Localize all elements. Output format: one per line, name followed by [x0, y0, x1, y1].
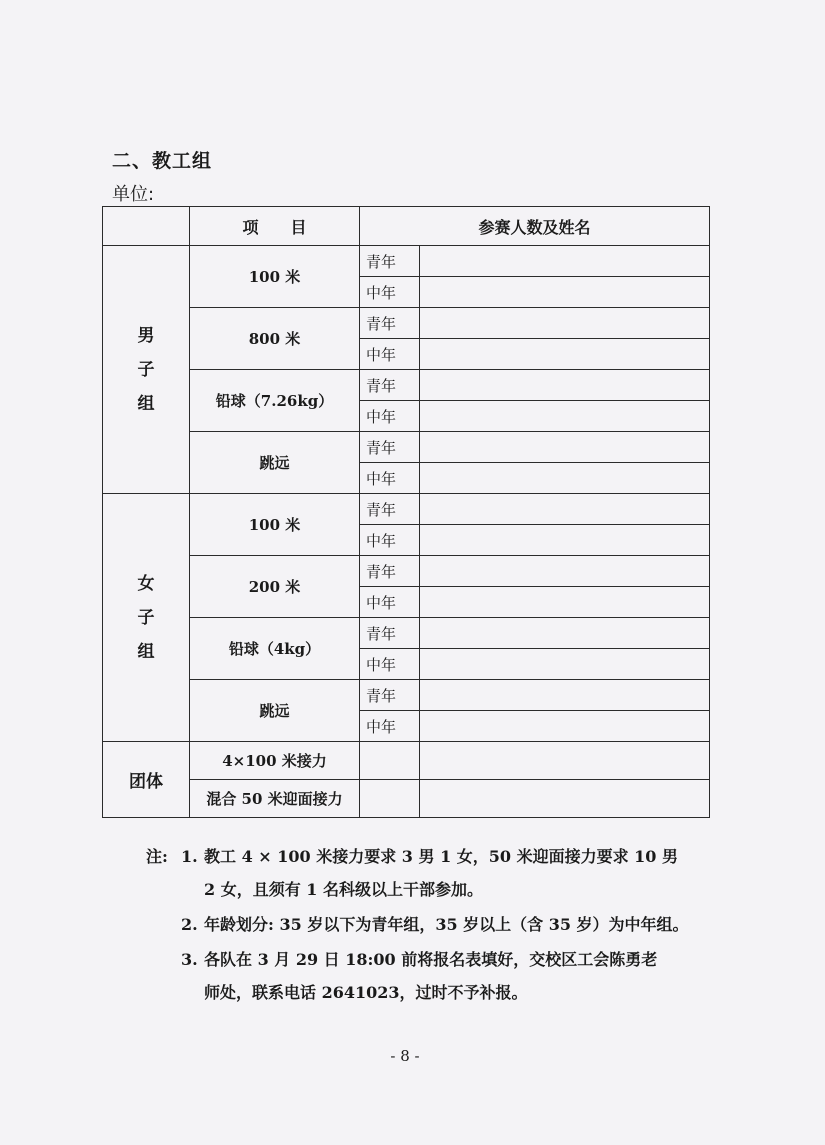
- age-youth: 青年: [360, 556, 420, 587]
- participant-cell[interactable]: [360, 780, 420, 818]
- event-name: 跳远: [190, 680, 360, 742]
- age-middle: 中年: [360, 277, 420, 308]
- table-row: [103, 308, 710, 339]
- header-item: 项 目: [190, 207, 360, 246]
- age-middle: 中年: [360, 587, 420, 618]
- event-name: 混合 50 米迎面接力: [190, 780, 360, 818]
- participant-cell[interactable]: [420, 680, 710, 711]
- team-group-label: 团体: [103, 742, 190, 818]
- notes-lead: 注:: [146, 847, 168, 866]
- event-name: 100 米: [190, 246, 360, 308]
- note-item: [146, 943, 736, 976]
- note-text: 师处，联系电话 2641023，过时不予补报。: [204, 983, 528, 1002]
- age-youth: 青年: [360, 432, 420, 463]
- note-number: 1.: [181, 847, 198, 866]
- women-group-label: 女 子 组: [103, 494, 190, 742]
- event-name: 4×100 米接力: [190, 742, 360, 780]
- participant-cell[interactable]: [420, 525, 710, 556]
- age-youth: 青年: [360, 618, 420, 649]
- table-row: [103, 680, 710, 711]
- header-participants: 参赛人数及姓名: [360, 207, 710, 246]
- participant-cell[interactable]: [420, 432, 710, 463]
- table-row: [103, 780, 710, 818]
- participant-cell[interactable]: [420, 463, 710, 494]
- participant-cell[interactable]: [420, 370, 710, 401]
- event-name: 铅球（7.26kg）: [190, 370, 360, 432]
- note-number: 2.: [181, 915, 198, 934]
- notes-section: [146, 840, 736, 1009]
- age-middle: 中年: [360, 649, 420, 680]
- note-text: 各队在 3 月 29 日 18:00 前将报名表填好，交校区工会陈勇老: [204, 950, 658, 969]
- participant-cell[interactable]: [420, 780, 710, 818]
- participant-cell[interactable]: [420, 494, 710, 525]
- age-youth: 青年: [360, 494, 420, 525]
- age-middle: 中年: [360, 711, 420, 742]
- section-title: 二、教工组: [112, 150, 213, 172]
- table-row: [103, 370, 710, 401]
- participant-cell[interactable]: [420, 246, 710, 277]
- table-header-row: [103, 207, 710, 246]
- note-item: [146, 908, 736, 941]
- participant-cell[interactable]: [420, 587, 710, 618]
- participant-cell[interactable]: [420, 742, 710, 780]
- age-youth: 青年: [360, 246, 420, 277]
- participant-cell[interactable]: [420, 711, 710, 742]
- table-row: [103, 432, 710, 463]
- age-middle: 中年: [360, 401, 420, 432]
- table-row: [103, 556, 710, 587]
- note-item: [146, 840, 736, 873]
- note-number: 3.: [181, 950, 198, 969]
- participant-cell[interactable]: [420, 618, 710, 649]
- table-row: [103, 494, 710, 525]
- event-name: 800 米: [190, 308, 360, 370]
- participant-cell[interactable]: [420, 556, 710, 587]
- header-blank: [103, 207, 190, 246]
- age-middle: 中年: [360, 463, 420, 494]
- participant-cell[interactable]: [420, 339, 710, 370]
- event-name: 100 米: [190, 494, 360, 556]
- unit-label: 单位:: [112, 184, 155, 205]
- age-middle: 中年: [360, 525, 420, 556]
- note-text: 年龄划分: 35 岁以下为青年组，35 岁以上（含 35 岁）为中年组。: [204, 915, 689, 934]
- participant-cell[interactable]: [420, 401, 710, 432]
- participant-cell[interactable]: [420, 649, 710, 680]
- table-row: [103, 246, 710, 277]
- participant-cell[interactable]: [420, 277, 710, 308]
- registration-table: [102, 206, 710, 818]
- event-name: 跳远: [190, 432, 360, 494]
- note-text: 教工 4 × 100 米接力要求 3 男 1 女，50 米迎面接力要求 10 男: [204, 847, 679, 866]
- table-row: [103, 618, 710, 649]
- participant-cell[interactable]: [360, 742, 420, 780]
- participant-cell[interactable]: [420, 308, 710, 339]
- age-youth: 青年: [360, 680, 420, 711]
- age-youth: 青年: [360, 370, 420, 401]
- men-group-label: 男 子 组: [103, 246, 190, 494]
- age-youth: 青年: [360, 308, 420, 339]
- event-name: 铅球（4kg）: [190, 618, 360, 680]
- age-middle: 中年: [360, 339, 420, 370]
- note-text: 2 女，且须有 1 名科级以上干部参加。: [204, 880, 483, 899]
- page-number: - 8 -: [390, 1047, 420, 1065]
- event-name: 200 米: [190, 556, 360, 618]
- table-row: [103, 742, 710, 780]
